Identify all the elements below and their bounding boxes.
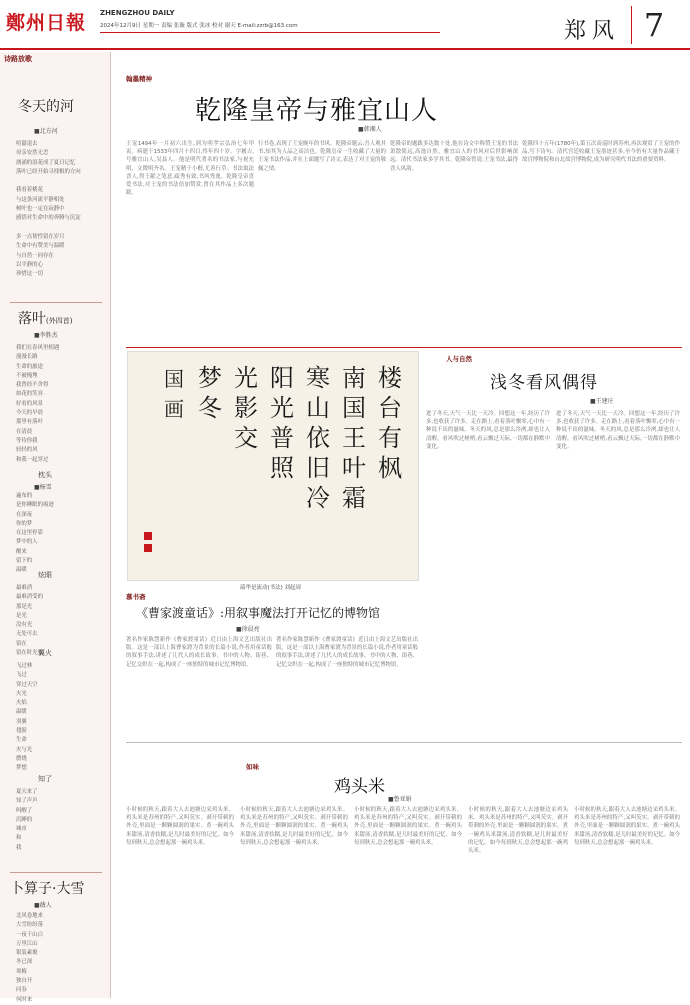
newspaper-logo: 鄭州日報 <box>6 12 87 34</box>
section-title: 郑风 <box>563 19 620 44</box>
calligraphy-artwork <box>127 351 419 581</box>
byline: ■鲁亚娟 <box>388 796 412 803</box>
poem-line: 梦中的人 <box>16 539 38 546</box>
column-tag: 慕书斋 <box>126 593 146 601</box>
calligraphy-char: 交 <box>234 424 258 452</box>
divider <box>10 302 102 303</box>
poem-line: 与自然一同存在 <box>16 252 54 259</box>
poem-title: 卜算子·大雪 <box>10 881 85 897</box>
poem-line: 独自开 <box>16 978 33 985</box>
image-caption: 韶华是流动(书法) 刘起周 <box>240 585 302 591</box>
poem-line: 留下的 <box>16 558 33 565</box>
poem-line: 无处可去 <box>16 631 38 638</box>
poem-line: 多一点韧性留在岁月 <box>16 233 65 240</box>
poem-line: 在深夜 <box>16 511 33 518</box>
poem-line: 穿过天空 <box>16 681 38 688</box>
poem-line: 银装素裹 <box>16 950 38 957</box>
poem-title: 翼火 <box>38 649 52 657</box>
calligraphy-char: 普 <box>270 424 294 452</box>
article-column: 行书卷,表现了王宠晚年的书风。乾隆帝题云:吾人观其书,知其为人品之高洁也。乾隆皇帝一生收藏了大量的王宠书法作品,并在上面题写了诗文,表达了对王宠的敬佩之情。 <box>258 141 386 172</box>
calligraphy-char: 有 <box>378 424 402 452</box>
poem-author: ■杨雪 <box>34 484 52 491</box>
poem-line: 燃烧 <box>16 755 27 762</box>
poem-line: 在清晨 <box>16 428 33 435</box>
poem-body <box>16 344 102 511</box>
poem-line <box>16 177 102 186</box>
calligraphy-char: 冬 <box>198 394 222 422</box>
poem-line: 飞过 <box>16 672 27 679</box>
poem-line: 喧嚣退去 <box>16 141 38 147</box>
column-tag: 如味 <box>246 763 259 771</box>
poem-line: 留在 <box>16 640 27 647</box>
byline: ■王建庄 <box>590 398 614 405</box>
poem-line: 寒梅 <box>16 968 27 975</box>
poem-line: 母亲安然无恙 <box>16 150 49 157</box>
poem-line: 我 <box>16 844 22 851</box>
poem-line: 是你睡眠的痕迹 <box>16 502 54 509</box>
calligraphy-char: 光 <box>270 394 294 422</box>
poem-line: 何时来 <box>16 996 33 1003</box>
calligraphy-char: 枫 <box>378 454 402 482</box>
poem-line: 漫漫长路 <box>16 354 38 361</box>
article-headline: 乾隆皇帝与雅宜山人 <box>195 96 439 126</box>
poem-line: 我看着桃花 <box>16 187 43 194</box>
article-column: 小时候的秋天,跟着大人去池塘边采鸡头米。鸡头米是苏州的特产,又叫芡实。剥开带刺的外壳,里面是一颗颗圆润的果实。煮一碗鸡头米甜汤,清香软糯,是儿时最美好的记忆。如今每到秋天,总会想起那一碗鸡头米。 <box>354 807 462 846</box>
poem-line: 那是光 <box>16 603 33 610</box>
poem-line: 翅膀 <box>16 728 27 735</box>
poem-line: 与这条河流平静相处 <box>16 196 65 203</box>
poem-line: 汹涌的浪花成了夏日记忆 <box>16 159 76 166</box>
poem-line: 我曾经不舍得 <box>16 382 49 389</box>
poetry-sidebar <box>0 52 111 1003</box>
sidebar-column-name: 诗路放歌 <box>4 55 32 63</box>
calligraphy-char: 国 <box>164 367 184 391</box>
masthead <box>0 0 690 50</box>
poem-line: 和我一起穿过 <box>16 456 49 463</box>
masthead-rule <box>0 48 690 50</box>
poem-line: 感悟对生命中的奔腾与沉淀 <box>16 215 81 222</box>
article-column: 进了冬天,天气一天比一天冷。回想这一年,经历了许多,也收获了许多。走在路上,看着落叶飘零,心中有一种说不出的滋味。冬天的风,总是那么冷冽,却也让人清醒。看风吹过树梢,看云飘过天际,一切都在静默中变化。 <box>556 411 680 450</box>
calligraphy-char: 梦 <box>198 364 222 392</box>
calligraphy-image <box>128 352 418 580</box>
poem-author: ■薇人 <box>34 902 52 909</box>
poem-author: ■北方河 <box>34 128 58 135</box>
poem-line: 温暖 <box>16 709 27 716</box>
poem-line: 火光 <box>16 690 27 697</box>
calligraphy-char: 楼 <box>378 364 402 392</box>
poem-body <box>16 140 102 279</box>
calligraphy-char: 照 <box>270 454 294 482</box>
poem-line: 落叶已经开始寻找根的方向 <box>16 168 81 175</box>
poem-line: 等待你我 <box>16 437 38 444</box>
calligraphy-char: 光 <box>234 364 258 392</box>
poem-title: 冬天的河 <box>18 99 74 115</box>
poem-title-text: 落叶 <box>18 311 46 327</box>
poem-line: 醒来 <box>16 548 27 555</box>
poem-line: 沉睡的 <box>16 816 33 823</box>
poem-line: 我们在春风里相遇 <box>16 345 60 351</box>
poem-line: 问春 <box>16 987 27 994</box>
calligraphy-char: 寒 <box>306 364 330 392</box>
poem-line: 最难消 <box>16 585 33 591</box>
column-tag: 人与自然 <box>446 355 472 363</box>
poem-line: 生命的旅途 <box>16 363 43 370</box>
poem-line: 大雪纷纷落 <box>16 922 43 929</box>
poem-title: 知了 <box>38 775 52 783</box>
article-column: 乾隆帝的题跋多达数十处,他在诗文中称赞王宠的书法萧散简远,高逸自然。雅宜山人的书风对后世影响深远。清代书法家多学其书。乾隆帝曾说:王宠书法,最得晋人风韵。 <box>390 141 518 172</box>
article-column: 著名作家陈慧新作《曹家渡童话》近日由上海文艺出版社出版。这是一部以上海曹家渡为背景的长篇小说,作者用童话般的叙事手法,讲述了几代人的成长故事。书中的人物、街巷、记忆交织在一起,构成了一座独特的城市记忆博物馆。 <box>276 637 418 668</box>
poem-line: 好看的风景 <box>16 400 43 407</box>
article-column: 小时候的秋天,跟着大人去池塘边采鸡头米。鸡头米是苏州的特产,又叫芡实。剥开带刺的外壳,里面是一颗颗圆润的果实。煮一碗鸡头米甜汤,清香软糯,是儿时最美好的记忆。如今每到秋天,总会想起那一碗鸡头米。 <box>574 807 680 846</box>
calligraphy-char: 依 <box>306 424 330 452</box>
poem-line: 生命中有赞美与温暖 <box>16 243 65 250</box>
calligraphy-char: 霜 <box>342 484 366 512</box>
article-column: 著名作家陈慧新作《曹家渡童话》近日由上海文艺出版社出版。这是一部以上海曹家渡为背景的长篇小说,作者用童话般的叙事手法,讲述了几代人的成长故事。书中的人物、街巷、记忆交织在一起,构成了一座独特的城市记忆博物馆。 <box>126 637 272 668</box>
poem-line: 城市 <box>16 826 27 833</box>
calligraphy-char: 叶 <box>342 454 366 482</box>
issue-info: 2024年12月9日 星期一 责编 张璇 版式 张冰 校对 谢天 E-mail:zzrb@163.com <box>100 23 298 29</box>
poem-line: 留在时光里 <box>16 650 43 657</box>
calligraphy-char: 冷 <box>306 484 330 512</box>
poem-body <box>16 584 102 658</box>
poem-line <box>16 224 102 233</box>
section-divider <box>126 347 682 348</box>
poem-line: 生命 <box>16 737 27 744</box>
poem-line <box>16 474 102 483</box>
calligraphy-char: 南 <box>342 364 366 392</box>
calligraphy-char: 国 <box>342 394 366 422</box>
poem-line: 以平静的心 <box>16 261 43 268</box>
poem-title: 炫眼 <box>38 571 52 579</box>
poem-line: 那里有落叶 <box>16 419 43 426</box>
poem-title <box>18 308 72 328</box>
poem-line: 最难消受的 <box>16 594 43 601</box>
poem-line: 北风卷地来 <box>16 913 43 919</box>
calligraphy-char: 画 <box>164 397 184 421</box>
byline: ■韩湘人 <box>358 126 382 133</box>
article-headline: 浅冬看风偶得 <box>490 373 598 393</box>
seal-stamp <box>144 544 152 552</box>
calligraphy-char: 山 <box>306 394 330 422</box>
poem-line: 夏天来了 <box>16 789 38 795</box>
poem-line: 万里江山 <box>16 940 38 947</box>
poem-line: 珍惜这一切 <box>16 271 43 278</box>
poem-line: 一夜千山白 <box>16 931 43 938</box>
poem-line: 羽翼 <box>16 718 27 725</box>
english-name: ZHENGZHOU DAILY <box>100 9 175 17</box>
poem-line: 不被掩埋 <box>16 372 38 379</box>
article-column: 小时候的秋天,跟着大人去池塘边采鸡头米。鸡头米是苏州的特产,又叫芡实。剥开带刺的外壳,里面是一颗颗圆润的果实。煮一碗鸡头米甜汤,清香软糯,是儿时最美好的记忆。如今每到秋天,总会想起那一碗鸡头米。 <box>468 807 568 855</box>
poem-line: 飞过林 <box>16 663 33 669</box>
poem-line: 和 <box>16 835 22 842</box>
poem-body <box>16 492 102 576</box>
poem-line: 树叶也一定在寂静中 <box>16 206 65 213</box>
seal-stamp <box>144 532 152 540</box>
calligraphy-char: 台 <box>378 394 402 422</box>
poem-body <box>16 912 102 1005</box>
poem-line <box>16 465 102 474</box>
article-column: 进了冬天,天气一天比一天冷。回想这一年,经历了许多,也收获了许多。走在路上,看着落叶飘零,心中有一种说不出的滋味。冬天的风,总是那么冷冽,却也让人清醒。看风吹过树梢,看云飘过天际,一切都在静默中变化。 <box>426 411 550 450</box>
poem-line: 没有光 <box>16 622 33 629</box>
poem-line: 遍布的 <box>16 493 33 499</box>
byline: ■徐晨亮 <box>236 626 260 633</box>
poem-line: 如花的笑容 <box>16 391 43 398</box>
poem-body <box>16 662 102 774</box>
poem-body <box>16 788 102 853</box>
poem-line: 轻轻的风 <box>16 447 38 454</box>
poem-line: 在这里停靠 <box>16 530 43 537</box>
divider <box>10 872 102 873</box>
article-column: 乾隆四十五年(1780年),第五次南巡时到苏州,再次观赏了王宠的作品,写下诗句。清代宫廷收藏王宠墨迹甚多,至今仍有大量作品藏于故宫博物院和台北故宫博物院,成为研究明代书法的重要资料。 <box>522 141 680 164</box>
poem-line: 温暖 <box>16 567 27 574</box>
calligraphy-char: 旧 <box>306 454 330 482</box>
poem-subtitle: (外四首) <box>46 317 73 325</box>
calligraphy-char: 影 <box>234 394 258 422</box>
column-tag: 翰墨精神 <box>126 75 152 83</box>
page-number: 7 <box>631 6 676 44</box>
article-headline: 《曹家渡童话》:用叙事魔法打开记忆的博物馆 <box>136 606 381 620</box>
poem-line: 知了声声 <box>16 798 38 805</box>
article-column: 小时候的秋天,跟着大人去池塘边采鸡头米。鸡头米是苏州的特产,又叫芡实。剥开带刺的外壳,里面是一颗颗圆润的果实。煮一碗鸡头米甜汤,清香软糯,是儿时最美好的记忆。如今每到秋天,总会想起那一碗鸡头米。 <box>126 807 234 846</box>
article-column: 王宠1494年一月初六出生,到为明孝宗弘治七年甲寅。病逝于1533年四月十四日,终年四十岁。字履吉,号雅宜山人,吴县人。他是明代著名的书法家,与祝允明、文徵明齐名。王宠精于小楷,尤善行草。书法取法晋人,得王献之笔意,疏秀有致,书风秀逸。乾隆皇帝喜爱书法,对王宠的书法倍加赞赏,曾在其作品上多次题跋。 <box>126 141 254 197</box>
section-divider <box>126 742 682 743</box>
poem-author: ■李胜杰 <box>34 332 58 339</box>
calligraphy-char: 王 <box>342 424 366 452</box>
poem-line: 今天的早晨 <box>16 410 43 417</box>
poem-line: 火焰 <box>16 700 27 707</box>
calligraphy-char: 阳 <box>270 364 294 392</box>
poem-line: 是光 <box>16 612 27 619</box>
poem-line: 火与光 <box>16 746 33 753</box>
article-column: 小时候的秋天,跟着大人去池塘边采鸡头米。鸡头米是苏州的特产,又叫芡实。剥开带刺的外壳,里面是一颗颗圆润的果实。煮一碗鸡头米甜汤,清香软糯,是儿时最美好的记忆。如今每到秋天,总会想起那一碗鸡头米。 <box>240 807 348 846</box>
poem-line: 梦想 <box>16 765 27 772</box>
masthead-divider <box>100 32 440 33</box>
poem-line: 你的梦 <box>16 520 33 527</box>
poem-title: 枕头 <box>38 471 52 479</box>
poem-line: 冬已深 <box>16 959 33 966</box>
poem-line: 叫醒了 <box>16 807 33 814</box>
article-headline: 鸡头米 <box>334 777 385 797</box>
